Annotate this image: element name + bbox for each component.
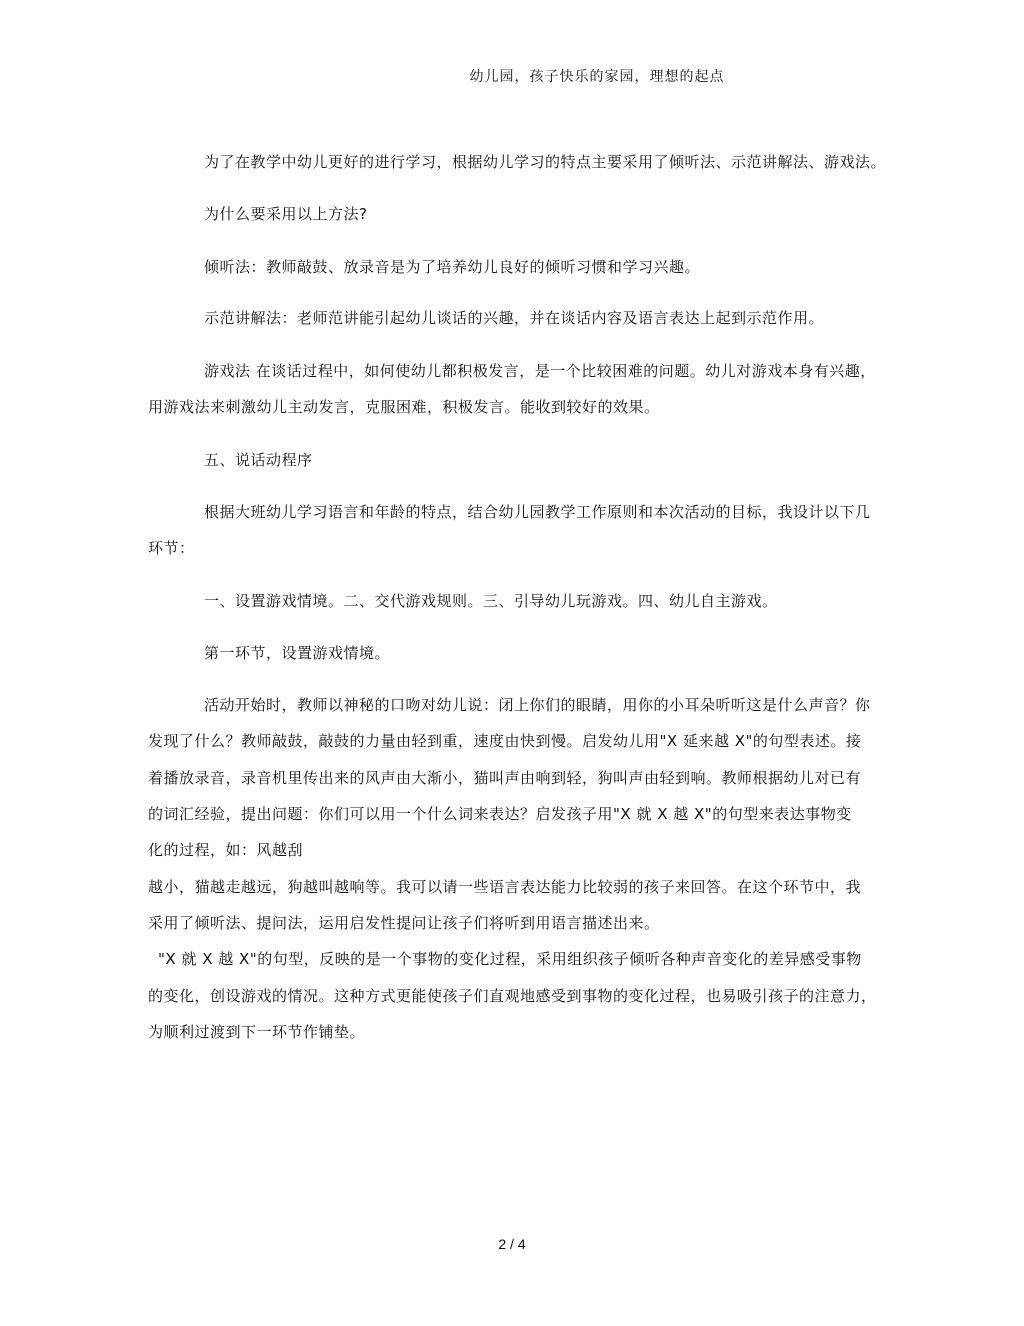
- paragraph-line: 游戏法 在谈话过程中，如何使幼儿都积极发言，是一个比较困难的问题。幼儿对游戏本身有兴趣，: [204, 362, 876, 380]
- paragraph-line: 的词汇经验，提出问题：你们可以用一个什么词来表达？启发孩子用"X 就 X 越 X"的句型来表达事物变: [148, 805, 852, 823]
- paragraph-line: 一、设置游戏情境。二、交代游戏规则。三、引导幼儿玩游戏。四、幼儿自主游戏。: [204, 592, 778, 610]
- paragraph-line: 的变化，创设游戏的情况。这种方式更能使孩子们直观地感受到事物的变化过程，也易吸引孩子的注意力，: [148, 987, 877, 1005]
- paragraph-line: 化的过程，如：风越刮: [148, 841, 304, 859]
- paragraph-line: 倾听法：教师敲鼓、放录音是为了培养幼儿良好的倾听习惯和学习兴趣。: [204, 258, 701, 276]
- paragraph-line: 活动开始时，教师以神秘的口吻对幼儿说：闭上你们的眼睛，用你的小耳朵听听这是什么声音？你: [204, 696, 871, 714]
- section-heading: 五、说话动程序: [204, 451, 313, 469]
- paragraph-line: 为了在教学中幼儿更好的进行学习，根据幼儿学习的特点主要采用了倾听法、示范讲解法、游戏法。: [204, 153, 887, 171]
- paragraph-line: 为什么要采用以上方法?: [204, 205, 368, 223]
- page-number: 2 / 4: [498, 1236, 526, 1252]
- paragraph-line: 越小，猫越走越远，狗越叫越响等。我可以请一些语言表达能力比较弱的孩子来回答。在这个环节中，我: [148, 878, 862, 896]
- paragraph-line: 为顺利过渡到下一环节作铺垫。: [148, 1023, 366, 1041]
- paragraph-line: 用游戏法来刺激幼儿主动发言，克服困难，积极发言。能收到较好的效果。: [148, 398, 660, 416]
- page-header: 幼儿园，孩子快乐的家园，理想的起点: [469, 69, 725, 85]
- paragraph-line: 根据大班幼儿学习语言和年龄的特点，结合幼儿园教学工作原则和本次活动的目标，我设计以下几: [204, 503, 871, 521]
- paragraph-line: 着播放录音，录音机里传出来的风声由大渐小，猫叫声由响到轻，狗叫声由轻到响。教师根据幼儿对已有: [148, 769, 862, 787]
- paragraph-line: "X 就 X 越 X"的句型，反映的是一个事物的变化过程，采用组织孩子倾听各种声音变化的差异感受事物: [158, 950, 862, 968]
- paragraph-line: 采用了倾听法、提问法，运用启发性提问让孩子们将听到用语言描述出来。: [148, 914, 660, 932]
- paragraph-line: 环节：: [148, 539, 195, 557]
- paragraph-line: 示范讲解法：老师范讲能引起幼儿谈话的兴趣，并在谈话内容及语言表达上起到示范作用。: [204, 309, 825, 327]
- paragraph-line: 第一环节，设置游戏情境。: [204, 644, 391, 662]
- paragraph-line: 发现了什么？教师敲鼓，敲鼓的力量由轻到重，速度由快到慢。启发幼儿用"X 延来越 X"的句型表述。接: [148, 732, 862, 750]
